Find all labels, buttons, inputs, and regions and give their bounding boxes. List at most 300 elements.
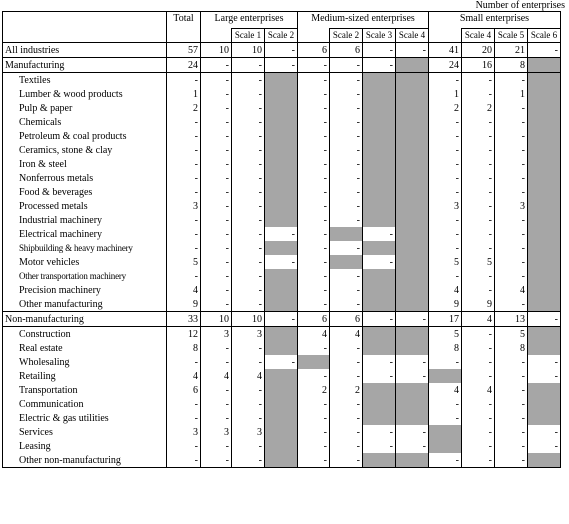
cell-value bbox=[265, 241, 298, 255]
header-scale: Scale 4 bbox=[462, 29, 495, 43]
row-label: Processed metals bbox=[3, 199, 167, 213]
cell-value: - bbox=[232, 143, 265, 157]
header-scale: Scale 1 bbox=[232, 29, 265, 43]
cell-value: - bbox=[429, 241, 462, 255]
row-label: Nonferrous metals bbox=[3, 171, 167, 185]
cell-value bbox=[265, 411, 298, 425]
cell-value bbox=[396, 101, 429, 115]
cell-value: - bbox=[232, 411, 265, 425]
row-label: Iron & steel bbox=[3, 157, 167, 171]
cell-value bbox=[363, 397, 396, 411]
cell-value: - bbox=[429, 157, 462, 171]
cell-value: - bbox=[232, 129, 265, 143]
cell-value: - bbox=[429, 269, 462, 283]
cell-value: - bbox=[201, 297, 232, 312]
row-label: Electrical machinery bbox=[3, 227, 167, 241]
cell-value: - bbox=[528, 425, 561, 439]
table-row bbox=[3, 43, 561, 58]
cell-value bbox=[265, 383, 298, 397]
cell-value: - bbox=[298, 157, 330, 171]
cell-value bbox=[528, 115, 561, 129]
cell-value: - bbox=[462, 241, 495, 255]
cell-value: - bbox=[330, 453, 363, 468]
cell-value: - bbox=[396, 369, 429, 383]
table-row bbox=[3, 269, 561, 283]
cell-value: - bbox=[298, 269, 330, 283]
cell-value: - bbox=[462, 439, 495, 453]
cell-value bbox=[396, 87, 429, 101]
cell-value: - bbox=[330, 101, 363, 115]
cell-value: 12 bbox=[167, 327, 201, 342]
table-row bbox=[3, 327, 561, 342]
cell-value: - bbox=[298, 439, 330, 453]
cell-value: - bbox=[298, 397, 330, 411]
cell-value bbox=[363, 283, 396, 297]
cell-value bbox=[528, 87, 561, 101]
cell-value bbox=[396, 171, 429, 185]
row-label: Other manufacturing bbox=[3, 297, 167, 312]
cell-value: - bbox=[201, 129, 232, 143]
cell-value: - bbox=[495, 439, 528, 453]
cell-value: 5 bbox=[429, 327, 462, 342]
cell-value: - bbox=[330, 269, 363, 283]
cell-value: - bbox=[462, 283, 495, 297]
cell-value: - bbox=[495, 73, 528, 88]
row-label: Communication bbox=[3, 397, 167, 411]
cell-value bbox=[265, 439, 298, 453]
cell-value bbox=[265, 283, 298, 297]
cell-value: 21 bbox=[495, 43, 528, 58]
cell-value bbox=[363, 297, 396, 312]
header-scale: Scale 5 bbox=[495, 29, 528, 43]
cell-value: - bbox=[330, 73, 363, 88]
cell-value: - bbox=[232, 213, 265, 227]
cell-value bbox=[330, 227, 363, 241]
cell-value: - bbox=[167, 355, 201, 369]
cell-value: - bbox=[429, 129, 462, 143]
cell-value: - bbox=[265, 227, 298, 241]
cell-value: - bbox=[429, 73, 462, 88]
cell-value: 6 bbox=[298, 312, 330, 327]
cell-value bbox=[396, 411, 429, 425]
cell-value: - bbox=[167, 143, 201, 157]
cell-value: - bbox=[462, 411, 495, 425]
cell-value: - bbox=[330, 283, 363, 297]
cell-value bbox=[396, 383, 429, 397]
cell-value: - bbox=[298, 241, 330, 255]
cell-value bbox=[363, 101, 396, 115]
cell-value: - bbox=[298, 341, 330, 355]
cell-value: - bbox=[201, 411, 232, 425]
cell-value: - bbox=[167, 171, 201, 185]
cell-value: 20 bbox=[462, 43, 495, 58]
cell-value: 6 bbox=[298, 43, 330, 58]
cell-value: - bbox=[330, 411, 363, 425]
cell-value: 3 bbox=[429, 199, 462, 213]
cell-value bbox=[528, 327, 561, 342]
cell-value: - bbox=[363, 425, 396, 439]
cell-value bbox=[528, 269, 561, 283]
cell-value bbox=[528, 241, 561, 255]
cell-value bbox=[265, 157, 298, 171]
cell-value bbox=[396, 213, 429, 227]
cell-value bbox=[396, 453, 429, 468]
cell-value bbox=[265, 199, 298, 213]
cell-value: - bbox=[201, 171, 232, 185]
cell-value bbox=[396, 327, 429, 342]
cell-value: 8 bbox=[495, 58, 528, 73]
table-row bbox=[3, 312, 561, 327]
row-label: Manufacturing bbox=[3, 58, 167, 73]
cell-value: - bbox=[363, 312, 396, 327]
cell-value: - bbox=[201, 383, 232, 397]
cell-value bbox=[396, 199, 429, 213]
row-label: Services bbox=[3, 425, 167, 439]
cell-value bbox=[363, 87, 396, 101]
cell-value: 10 bbox=[232, 43, 265, 58]
cell-value: 4 bbox=[298, 327, 330, 342]
cell-value bbox=[363, 199, 396, 213]
cell-value: - bbox=[232, 157, 265, 171]
row-label: Retailing bbox=[3, 369, 167, 383]
cell-value bbox=[265, 269, 298, 283]
cell-value: - bbox=[495, 269, 528, 283]
cell-value: 9 bbox=[429, 297, 462, 312]
cell-value: - bbox=[232, 255, 265, 269]
cell-value: - bbox=[330, 369, 363, 383]
cell-value bbox=[528, 283, 561, 297]
cell-value: - bbox=[298, 283, 330, 297]
cell-value: - bbox=[167, 453, 201, 468]
cell-value: - bbox=[462, 369, 495, 383]
cell-value: - bbox=[201, 283, 232, 297]
cell-value: - bbox=[265, 58, 298, 73]
cell-value: 6 bbox=[330, 312, 363, 327]
cell-value: - bbox=[462, 453, 495, 468]
cell-value: - bbox=[429, 411, 462, 425]
table-row bbox=[3, 255, 561, 269]
cell-value bbox=[528, 397, 561, 411]
cell-value bbox=[429, 425, 462, 439]
cell-value: - bbox=[167, 213, 201, 227]
cell-value bbox=[265, 143, 298, 157]
cell-value bbox=[363, 115, 396, 129]
cell-value: 41 bbox=[429, 43, 462, 58]
cell-value: - bbox=[528, 312, 561, 327]
cell-value: - bbox=[330, 297, 363, 312]
cell-value: - bbox=[396, 355, 429, 369]
cell-value: - bbox=[232, 115, 265, 129]
header-scale: Scale 2 bbox=[330, 29, 363, 43]
header-scale: Scale 4 bbox=[396, 29, 429, 43]
cell-value: 57 bbox=[167, 43, 201, 58]
cell-value: - bbox=[330, 213, 363, 227]
enterprise-table bbox=[2, 11, 561, 468]
cell-value: - bbox=[462, 171, 495, 185]
cell-value: - bbox=[167, 115, 201, 129]
cell-value: - bbox=[462, 87, 495, 101]
cell-value bbox=[363, 327, 396, 342]
cell-value bbox=[265, 397, 298, 411]
row-label: Other non-manufacturing bbox=[3, 453, 167, 468]
table-row bbox=[3, 185, 561, 199]
cell-value: - bbox=[363, 227, 396, 241]
cell-value: - bbox=[495, 369, 528, 383]
cell-value: 2 bbox=[462, 101, 495, 115]
cell-value: - bbox=[495, 255, 528, 269]
cell-value: - bbox=[201, 397, 232, 411]
cell-value bbox=[265, 129, 298, 143]
cell-value: - bbox=[396, 43, 429, 58]
cell-value: - bbox=[330, 157, 363, 171]
cell-value bbox=[265, 327, 298, 342]
cell-value: - bbox=[495, 355, 528, 369]
table-row bbox=[3, 341, 561, 355]
cell-value bbox=[265, 369, 298, 383]
table-row bbox=[3, 58, 561, 73]
header-scale: Scale 2 bbox=[265, 29, 298, 43]
cell-value: 16 bbox=[462, 58, 495, 73]
cell-value bbox=[528, 199, 561, 213]
cell-value: 3 bbox=[495, 199, 528, 213]
cell-value: - bbox=[232, 341, 265, 355]
cell-value: - bbox=[528, 43, 561, 58]
cell-value: 1 bbox=[167, 87, 201, 101]
cell-value bbox=[528, 171, 561, 185]
cell-value: - bbox=[167, 227, 201, 241]
cell-value: - bbox=[232, 397, 265, 411]
cell-value: - bbox=[298, 101, 330, 115]
cell-value: - bbox=[495, 297, 528, 312]
cell-value: - bbox=[167, 73, 201, 88]
cell-value: - bbox=[167, 269, 201, 283]
table-row bbox=[3, 129, 561, 143]
row-label: Pulp & paper bbox=[3, 101, 167, 115]
cell-value: - bbox=[201, 241, 232, 255]
cell-value: - bbox=[363, 369, 396, 383]
cell-value: - bbox=[232, 355, 265, 369]
cell-value: 3 bbox=[167, 199, 201, 213]
table-row bbox=[3, 199, 561, 213]
cell-value bbox=[363, 241, 396, 255]
cell-value: - bbox=[201, 341, 232, 355]
cell-value: - bbox=[232, 297, 265, 312]
cell-value bbox=[396, 157, 429, 171]
cell-value: - bbox=[462, 199, 495, 213]
row-label: Petroleum & coal products bbox=[3, 129, 167, 143]
cell-value: - bbox=[330, 115, 363, 129]
cell-value: - bbox=[330, 185, 363, 199]
cell-value: - bbox=[265, 255, 298, 269]
cell-value: - bbox=[528, 439, 561, 453]
cell-value: - bbox=[429, 397, 462, 411]
cell-value: - bbox=[495, 425, 528, 439]
cell-value: - bbox=[298, 425, 330, 439]
cell-value: 5 bbox=[495, 327, 528, 342]
cell-value bbox=[363, 269, 396, 283]
cell-value: - bbox=[298, 213, 330, 227]
cell-value: - bbox=[232, 199, 265, 213]
cell-value: 8 bbox=[167, 341, 201, 355]
cell-value: - bbox=[495, 171, 528, 185]
cell-value bbox=[363, 157, 396, 171]
cell-value: - bbox=[298, 369, 330, 383]
cell-value bbox=[363, 129, 396, 143]
table-row bbox=[3, 453, 561, 468]
cell-value: - bbox=[298, 87, 330, 101]
table-row bbox=[3, 227, 561, 241]
cell-value bbox=[429, 439, 462, 453]
cell-value bbox=[528, 383, 561, 397]
table-row bbox=[3, 355, 561, 369]
header-group-2: Small enterprises bbox=[429, 12, 561, 29]
cell-value: 4 bbox=[462, 383, 495, 397]
cell-value: - bbox=[363, 355, 396, 369]
row-label: Other transportation machinery bbox=[3, 269, 167, 283]
table-row bbox=[3, 383, 561, 397]
cell-value bbox=[298, 355, 330, 369]
cell-value: - bbox=[330, 129, 363, 143]
cell-value: - bbox=[429, 355, 462, 369]
cell-value: - bbox=[201, 87, 232, 101]
table-row bbox=[3, 241, 561, 255]
cell-value bbox=[396, 341, 429, 355]
cell-value: 9 bbox=[462, 297, 495, 312]
cell-value: - bbox=[167, 129, 201, 143]
cell-value bbox=[363, 185, 396, 199]
cell-value bbox=[528, 453, 561, 468]
cell-value: - bbox=[298, 129, 330, 143]
cell-value: - bbox=[167, 411, 201, 425]
cell-value: 2 bbox=[167, 101, 201, 115]
cell-value bbox=[396, 185, 429, 199]
table-row bbox=[3, 101, 561, 115]
cell-value: 4 bbox=[495, 283, 528, 297]
cell-value: - bbox=[201, 101, 232, 115]
cell-value: - bbox=[201, 439, 232, 453]
header-group-1-subtotal bbox=[298, 29, 330, 43]
cell-value: 3 bbox=[201, 327, 232, 342]
cell-value bbox=[528, 58, 561, 73]
cell-value: - bbox=[495, 411, 528, 425]
cell-value bbox=[396, 241, 429, 255]
cell-value: 4 bbox=[462, 312, 495, 327]
header-blank-cell bbox=[3, 12, 167, 43]
cell-value bbox=[265, 453, 298, 468]
cell-value bbox=[429, 369, 462, 383]
cell-value bbox=[396, 58, 429, 73]
cell-value: - bbox=[232, 73, 265, 88]
table-row bbox=[3, 283, 561, 297]
row-label: Precision machinery bbox=[3, 283, 167, 297]
cell-value bbox=[528, 213, 561, 227]
cell-value bbox=[396, 115, 429, 129]
cell-value: - bbox=[298, 171, 330, 185]
cell-value: 33 bbox=[167, 312, 201, 327]
cell-value: - bbox=[232, 227, 265, 241]
cell-value bbox=[363, 73, 396, 88]
cell-value: - bbox=[396, 312, 429, 327]
cell-value: - bbox=[495, 241, 528, 255]
cell-value: - bbox=[232, 101, 265, 115]
cell-value: 4 bbox=[201, 369, 232, 383]
cell-value: 8 bbox=[495, 341, 528, 355]
cell-value bbox=[528, 185, 561, 199]
cell-value: - bbox=[232, 439, 265, 453]
row-label: Non-manufacturing bbox=[3, 312, 167, 327]
cell-value: - bbox=[495, 143, 528, 157]
cell-value bbox=[396, 143, 429, 157]
table-row bbox=[3, 87, 561, 101]
cell-value: 4 bbox=[167, 369, 201, 383]
cell-value bbox=[330, 255, 363, 269]
cell-value: 3 bbox=[167, 425, 201, 439]
cell-value: 10 bbox=[201, 43, 232, 58]
cell-value: - bbox=[298, 255, 330, 269]
cell-value bbox=[528, 227, 561, 241]
table-row bbox=[3, 411, 561, 425]
row-label: Chemicals bbox=[3, 115, 167, 129]
cell-value bbox=[396, 73, 429, 88]
cell-value: - bbox=[462, 213, 495, 227]
cell-value: - bbox=[429, 143, 462, 157]
cell-value: - bbox=[201, 199, 232, 213]
cell-value bbox=[265, 87, 298, 101]
cell-value: - bbox=[232, 87, 265, 101]
cell-value: 24 bbox=[167, 58, 201, 73]
cell-value: 10 bbox=[232, 312, 265, 327]
cell-value: - bbox=[201, 58, 232, 73]
row-label: Leasing bbox=[3, 439, 167, 453]
cell-value: - bbox=[429, 185, 462, 199]
cell-value: - bbox=[167, 157, 201, 171]
cell-value bbox=[528, 101, 561, 115]
cell-value: - bbox=[201, 157, 232, 171]
cell-value bbox=[396, 397, 429, 411]
row-label: Ceramics, stone & clay bbox=[3, 143, 167, 157]
cell-value: - bbox=[330, 143, 363, 157]
cell-value bbox=[265, 341, 298, 355]
cell-value: - bbox=[298, 185, 330, 199]
cell-value: - bbox=[298, 73, 330, 88]
cell-value: - bbox=[495, 185, 528, 199]
cell-value: - bbox=[462, 327, 495, 342]
table-row bbox=[3, 297, 561, 312]
cell-value: 6 bbox=[330, 43, 363, 58]
cell-value: - bbox=[298, 297, 330, 312]
header-scale: Scale 3 bbox=[363, 29, 396, 43]
row-label: Real estate bbox=[3, 341, 167, 355]
cell-value bbox=[528, 297, 561, 312]
cell-value: - bbox=[495, 397, 528, 411]
cell-value: - bbox=[330, 87, 363, 101]
cell-value: - bbox=[363, 58, 396, 73]
cell-value: - bbox=[495, 383, 528, 397]
cell-value: - bbox=[330, 439, 363, 453]
cell-value bbox=[265, 101, 298, 115]
cell-value: - bbox=[429, 227, 462, 241]
table-row bbox=[3, 439, 561, 453]
cell-value: - bbox=[495, 115, 528, 129]
row-label: Shipbuilding & heavy machinery bbox=[3, 241, 167, 255]
cell-value bbox=[528, 411, 561, 425]
row-label: Motor vehicles bbox=[3, 255, 167, 269]
cell-value: 1 bbox=[495, 87, 528, 101]
cell-value bbox=[528, 73, 561, 88]
cell-value: 13 bbox=[495, 312, 528, 327]
cell-value: - bbox=[495, 227, 528, 241]
cell-value: - bbox=[167, 241, 201, 255]
